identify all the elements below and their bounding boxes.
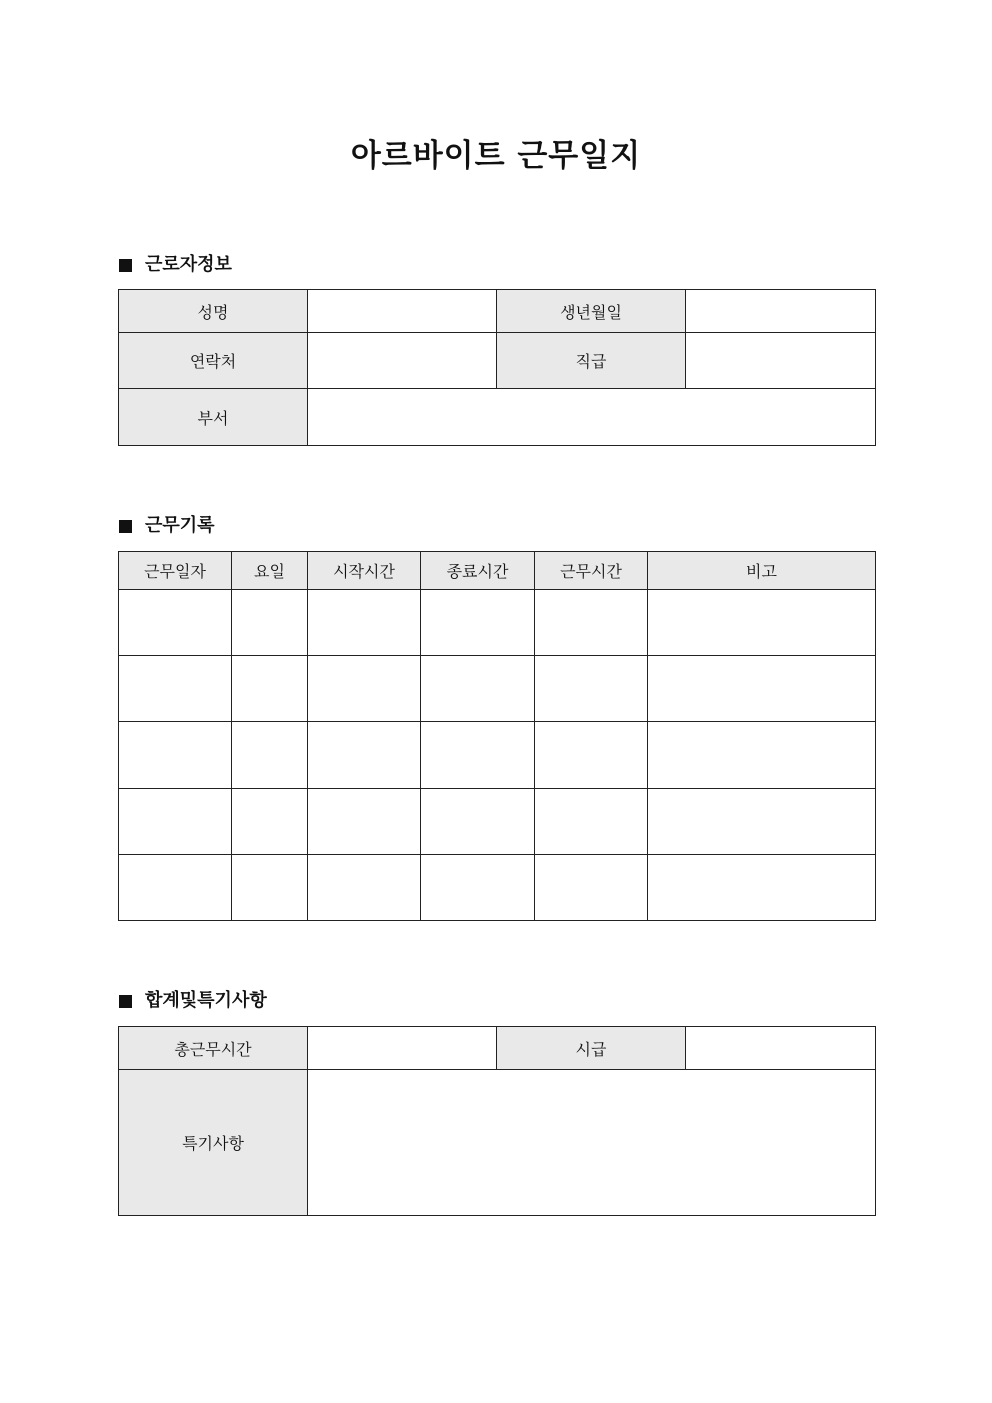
work-hours-cell[interactable] (535, 656, 648, 722)
position-label: 직급 (497, 333, 686, 389)
section-heading-worker-info (119, 253, 232, 277)
work-date-cell[interactable] (119, 656, 232, 722)
name-field[interactable] (308, 290, 497, 333)
work-date-cell[interactable] (119, 789, 232, 855)
square-bullet-icon (119, 520, 132, 533)
end-time-cell[interactable] (421, 656, 535, 722)
square-bullet-icon (119, 259, 132, 272)
square-bullet-icon (119, 995, 132, 1008)
day-cell[interactable] (232, 722, 308, 789)
table-row (119, 789, 876, 855)
end-time-cell[interactable] (421, 722, 535, 789)
work-hours-cell[interactable] (535, 855, 648, 921)
summary-table (118, 1026, 876, 1216)
position-field[interactable] (686, 333, 876, 389)
table-row (119, 855, 876, 921)
day-cell[interactable] (232, 656, 308, 722)
table-row (119, 590, 876, 656)
remarks-cell[interactable] (648, 789, 876, 855)
work-hours-cell[interactable] (535, 722, 648, 789)
work-hours-cell[interactable] (535, 590, 648, 656)
column-header-remarks: 비고 (648, 552, 876, 590)
start-time-cell[interactable] (308, 590, 421, 656)
remarks-field[interactable] (308, 1070, 876, 1216)
table-row (119, 290, 876, 333)
name-label: 성명 (119, 290, 308, 333)
column-header-start-time: 시작시간 (308, 552, 421, 590)
section-heading-label: 근로자정보 (145, 254, 232, 275)
column-header-work-hours: 근무시간 (535, 552, 648, 590)
remarks-cell[interactable] (648, 590, 876, 656)
start-time-cell[interactable] (308, 656, 421, 722)
start-time-cell[interactable] (308, 855, 421, 921)
table-row (119, 1027, 876, 1070)
remarks-cell[interactable] (648, 656, 876, 722)
table-row (119, 333, 876, 389)
contact-field[interactable] (308, 333, 497, 389)
work-hours-cell[interactable] (535, 789, 648, 855)
worker-info-table (118, 289, 876, 446)
column-header-day: 요일 (232, 552, 308, 590)
remarks-cell[interactable] (648, 855, 876, 921)
day-cell[interactable] (232, 590, 308, 656)
table-row (119, 722, 876, 789)
end-time-cell[interactable] (421, 590, 535, 656)
contact-label: 연락처 (119, 333, 308, 389)
work-record-table (118, 551, 876, 921)
section-heading-label: 근무기록 (145, 515, 215, 536)
section-heading-label: 합계및특기사항 (145, 990, 267, 1011)
remarks-cell[interactable] (648, 722, 876, 789)
end-time-cell[interactable] (421, 789, 535, 855)
total-hours-label: 총근무시간 (119, 1027, 308, 1070)
day-cell[interactable] (232, 789, 308, 855)
document-title: 아르바이트 근무일지 (350, 138, 642, 174)
column-header-end-time: 종료시간 (421, 552, 535, 590)
section-heading-summary (119, 989, 267, 1013)
hourly-wage-field[interactable] (686, 1027, 876, 1070)
birthdate-label: 생년월일 (497, 290, 686, 333)
work-date-cell[interactable] (119, 855, 232, 921)
start-time-cell[interactable] (308, 789, 421, 855)
end-time-cell[interactable] (421, 855, 535, 921)
department-label: 부서 (119, 389, 308, 446)
remarks-label: 특기사항 (119, 1070, 308, 1216)
hourly-wage-label: 시급 (497, 1027, 686, 1070)
section-heading-work-record (119, 514, 215, 538)
work-date-cell[interactable] (119, 722, 232, 789)
table-header-row (119, 552, 876, 590)
department-field[interactable] (308, 389, 876, 446)
table-row (119, 389, 876, 446)
work-date-cell[interactable] (119, 590, 232, 656)
start-time-cell[interactable] (308, 722, 421, 789)
day-cell[interactable] (232, 855, 308, 921)
birthdate-field[interactable] (686, 290, 876, 333)
table-row (119, 656, 876, 722)
table-row (119, 1070, 876, 1216)
column-header-work-date: 근무일자 (119, 552, 232, 590)
total-hours-field[interactable] (308, 1027, 497, 1070)
